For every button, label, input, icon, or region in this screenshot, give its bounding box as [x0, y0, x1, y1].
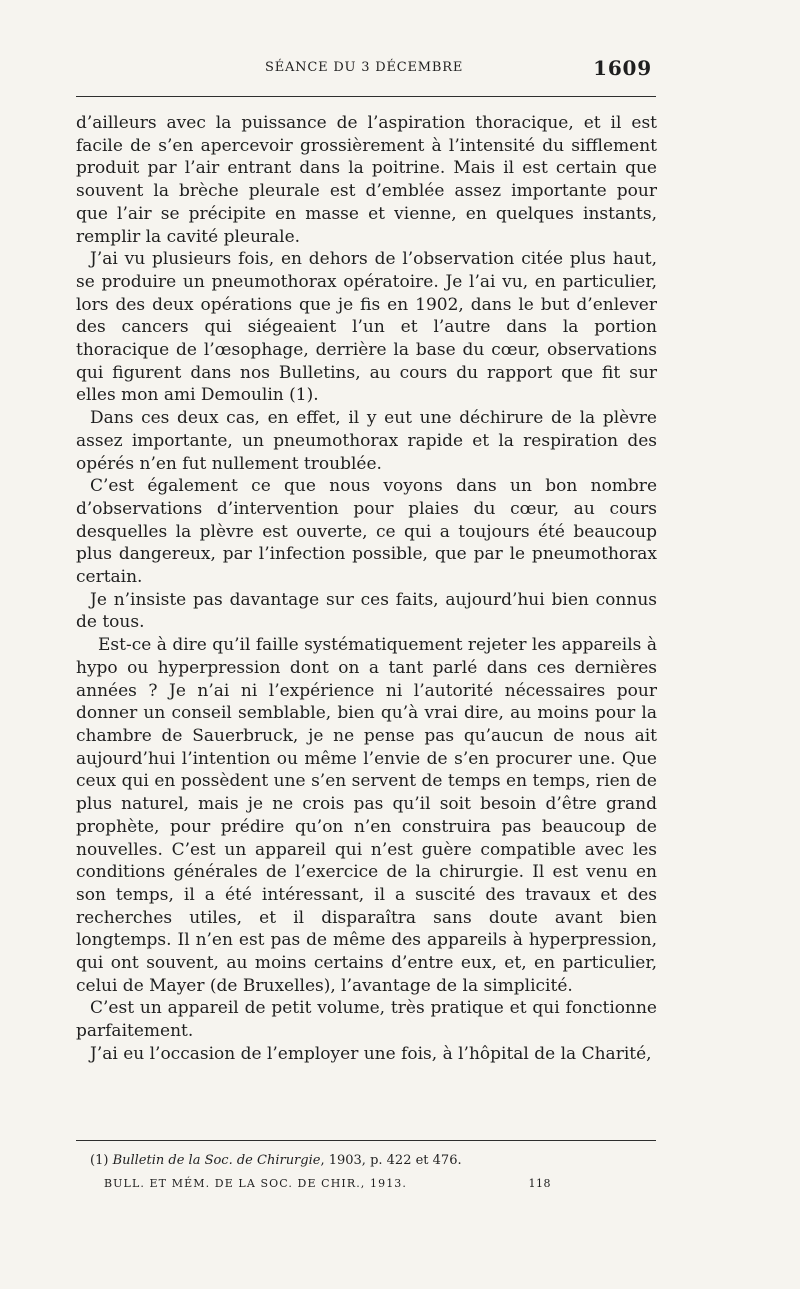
- paragraph-2: J’ai vu plusieurs fois, en dehors de l’observation citée plus haut, se produire un pneumothorax opératoire. Je l’ai vu, en particulier, lors des deux opérations que je fis en 1902, dans le but d’enlever des cancers qui siégeaient l’un et l’autre dans la portion thoracique de l’œsophage, derrière la base du cœur, observations qui figurent dans nos Bulletins, au cours du rapport que fit sur elles mon ami Demoulin (1).: [76, 249, 657, 406]
- body-text: [76, 112, 657, 1066]
- footnote-rule: [76, 1140, 656, 1141]
- paragraph-7: C’est un appareil de petit volume, très pratique et qui fonctionne parfaitement.: [76, 998, 657, 1042]
- page-footer: [104, 1177, 551, 1190]
- paragraph-6: Est-ce à dire qu’il faille systématiquement rejeter les appareils à hypo ou hyperpression dont on a tant parlé dans ces dernières années ? Je n’ai ni l’expérience ni l’autorité nécessaires pour donner un conseil semblable, bien qu’à vrai dire, au moins pour la chambre de Sauerbruck, je ne pense pas qu’aucun de nous ait aujourd’hui l’intention ou même l’envie de s’en procurer une. Que ceux qui en possèdent une s’en servent de temps en temps, rien de plus naturel, mais je ne crois pas qu’il soit besoin d’être grand prophète, pour prédire qu’on n’en construira pas beaucoup de nouvelles. C’est un appareil qui n’est guère compatible avec les conditions générales de l’exercice de la chirurgie. Il est venu en son temps, il a été intéressant, il a suscité des travaux et des recherches utiles, et il disparaîtra sans doute avant bien longtemps. Il n’en est pas de même des appareils à hyperpression, qui ont souvent, au moins certains d’entre eux, et, en particulier, celui de Mayer (de Bruxelles), l’avantage de la simplicité.: [76, 635, 657, 996]
- footnote-details: , 1903, p. 422 et 476.: [320, 1153, 462, 1168]
- footnote-source: Bulletin de la Soc. de Chirurgie: [112, 1153, 321, 1168]
- header-rule: [76, 96, 656, 97]
- footnote: [90, 1152, 462, 1170]
- footer-journal: BULL. ET MÉM. DE LA SOC. DE CHIR., 1913.: [104, 1177, 407, 1190]
- paragraph-3: Dans ces deux cas, en effet, il y eut une déchirure de la plèvre assez importante, un pneumothorax rapide et la respiration des opérés n’en fut nullement troublée.: [76, 408, 657, 474]
- paragraph-5: Je n’insiste pas davantage sur ces faits, aujourd’hui bien connus de tous.: [76, 589, 657, 633]
- paragraph-1: d’ailleurs avec la puissance de l’aspiration thoracique, et il est facile de s’en apercevoir grossièrement à l’intensité du sifflement produit par l’air entrant dans la poitrine. Mais il est certain que souvent la brèche pleurale est d’emblée assez importante pour que l’air se précipite en masse et vienne, en quelques instants, remplir la cavité pleurale.: [76, 113, 657, 247]
- running-title: SÉANCE DU 3 DÉCEMBRE: [265, 60, 464, 75]
- paragraph-8: J’ai eu l’occasion de l’employer une fois, à l’hôpital de la Charité,: [90, 1043, 652, 1064]
- paragraph-4: C’est également ce que nous voyons dans un bon nombre d’observations d’intervention pour plaies du cœur, au cours desquelles la plèvre est ouverte, ce qui a toujours été beaucoup plus dangereux, par l’infection possible, que par le pneumothorax certain.: [76, 476, 657, 588]
- page-header: [77, 56, 652, 80]
- footer-sheet-number: 118: [528, 1177, 551, 1190]
- footnote-marker: (1): [90, 1153, 109, 1168]
- page-number: 1609: [593, 56, 652, 80]
